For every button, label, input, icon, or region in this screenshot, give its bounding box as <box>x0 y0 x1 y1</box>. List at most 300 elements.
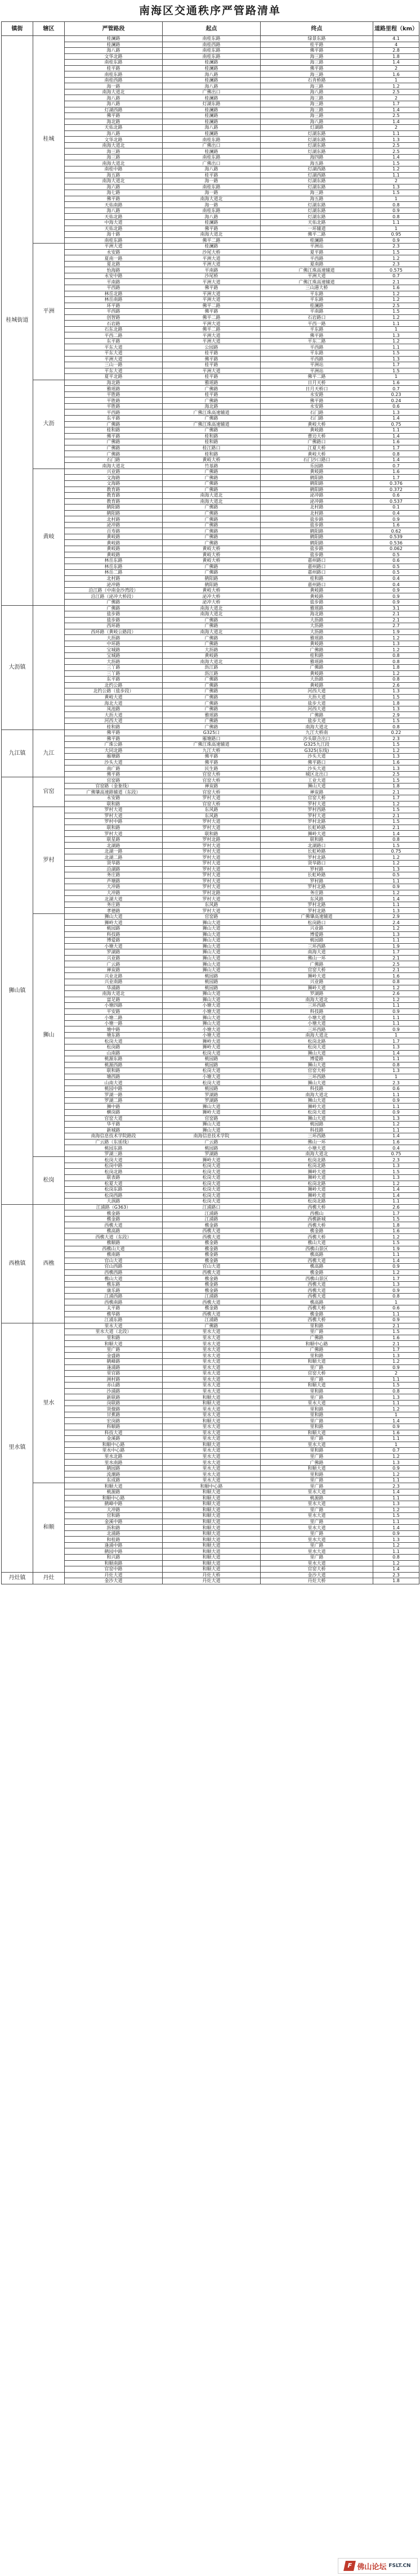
start-cell: 和顺大道 <box>163 1501 261 1507</box>
start-cell: 广佛路 <box>163 617 261 623</box>
length-cell: 1.3 <box>373 184 419 190</box>
end-cell: 北村路 <box>261 505 373 511</box>
start-cell: 黄岐大桥 <box>163 558 261 564</box>
end-cell: 里广路 <box>261 1418 373 1424</box>
length-cell: 1.1 <box>373 1495 419 1501</box>
start-cell: 江浦路口 <box>163 1204 261 1210</box>
end-cell: 盐步路 <box>261 599 373 605</box>
end-cell: 灯湖东路 <box>261 202 373 208</box>
end-cell: 狮岭大道 <box>261 973 373 979</box>
road-cell: 务庄路 <box>65 872 163 879</box>
length-cell: 0.75 <box>373 421 419 427</box>
end-cell: 松岗大道 <box>261 1109 373 1115</box>
header-end: 终点 <box>261 22 373 36</box>
road-cell: 贤僚路 <box>65 1406 163 1412</box>
length-cell: 1.9 <box>373 629 419 635</box>
table-row <box>2 1092 419 1098</box>
start-cell: 广佛路 <box>163 682 261 688</box>
start-cell: 广佛路 <box>163 635 261 641</box>
table-row <box>2 629 419 635</box>
end-cell: 广佛路口 <box>261 439 373 445</box>
road-cell: 贤华路 <box>65 861 163 867</box>
road-cell: 南海大道北 <box>65 991 163 997</box>
end-cell: 博爱路 <box>261 931 373 938</box>
length-cell: 0.9 <box>373 1097 419 1104</box>
length-cell: 0.6 <box>373 558 419 564</box>
area-cell: 丹灶 <box>33 1572 65 1584</box>
table-row <box>2 380 419 386</box>
end-cell: 里广路 <box>261 1453 373 1460</box>
road-cell: 东成路 <box>65 1477 163 1483</box>
start-cell: 桂平路 <box>163 374 261 380</box>
start-cell: 里水大道 <box>163 1364 261 1371</box>
end-cell: 里水大道 <box>261 1489 373 1495</box>
start-cell: 松岗大道 <box>163 1187 261 1193</box>
end-cell: 黄岐路 <box>261 682 373 688</box>
length-cell: 1.6 <box>373 973 419 979</box>
table-row <box>2 973 419 979</box>
road-cell: 山南大道 <box>65 1080 163 1086</box>
end-cell: 樵金路 <box>261 1269 373 1276</box>
length-cell: 4 <box>373 42 419 48</box>
length-cell: 2.3 <box>373 1157 419 1163</box>
end-cell: 松岗路口 <box>261 920 373 926</box>
end-cell: 灯湖路 <box>261 125 373 131</box>
start-cell: 里水大道 <box>163 1346 261 1353</box>
length-cell: 0.8 <box>373 979 419 985</box>
start-cell: 狮山大道 <box>163 943 261 949</box>
table-row <box>2 967 419 973</box>
length-cell: 1.4 <box>373 457 419 463</box>
road-cell: 南广路 <box>65 765 163 772</box>
length-cell: 1.2 <box>373 801 419 807</box>
end-cell: 平西路 <box>261 356 373 362</box>
watermark-text: 佛山论坛 <box>357 2563 387 2572</box>
start-cell: 里水大道 <box>163 1406 261 1412</box>
start-cell: 官窑大桥 <box>163 771 261 777</box>
length-cell: 1.3 <box>373 409 419 416</box>
start-cell: 南桂东路 <box>163 53 261 60</box>
start-cell: 桂平路 <box>163 350 261 356</box>
length-cell: 2 <box>373 65 419 71</box>
length-cell: 1.2 <box>373 166 419 173</box>
table-row <box>2 285 419 291</box>
road-cell: 林岳南路 <box>65 297 163 303</box>
start-cell: 平洲大道 <box>163 297 261 303</box>
road-cell: 平洲大道 <box>65 244 163 250</box>
start-cell: 海北路 <box>163 403 261 409</box>
length-cell: 1.3 <box>373 1068 419 1074</box>
length-cell: 1.6 <box>373 1335 419 1341</box>
end-cell: 松岗北路 <box>261 1038 373 1044</box>
length-cell: 0.6 <box>373 1305 419 1312</box>
length-cell: 0.9 <box>373 593 419 600</box>
end-cell: 里水大道 <box>261 1537 373 1543</box>
road-cell: 华平路 <box>65 1122 163 1128</box>
start-cell: 广佛路 <box>163 475 261 481</box>
area-cell: 狮山 <box>33 913 65 1156</box>
road-cell: 泌冲路 <box>65 522 163 528</box>
start-cell: 樵金路 <box>163 1281 261 1287</box>
table-row <box>2 184 419 190</box>
road-cell: 官窑中路 <box>65 1566 163 1573</box>
end-cell: 三环西路 <box>261 1074 373 1080</box>
start-cell: 平洲大道 <box>163 368 261 374</box>
start-cell: 里水大道 <box>163 1460 261 1466</box>
town-cell: 桂城街道 <box>2 36 33 606</box>
table-row <box>2 1199 419 1205</box>
road-cell: 塘东路 <box>65 1032 163 1038</box>
end-cell: 夏南路 <box>261 261 373 267</box>
start-cell: 官窑大桥 <box>163 789 261 795</box>
road-cell: 富足路 <box>65 997 163 1003</box>
end-cell: 里广路 <box>261 1329 373 1335</box>
length-cell: 1.5 <box>373 777 419 783</box>
road-cell: 黄岐大道 <box>65 694 163 700</box>
area-cell: 桂城 <box>33 36 65 244</box>
start-cell: 黄岐大桥 <box>163 552 261 558</box>
end-cell: 嘉州路口 <box>261 582 373 588</box>
table-row <box>2 1501 419 1507</box>
table-row <box>2 943 419 949</box>
length-cell: 1.3 <box>373 1501 419 1507</box>
length-cell: 1.7 <box>373 445 419 451</box>
length-cell: 0.9 <box>373 1287 419 1294</box>
road-cell: 北村路 <box>65 516 163 523</box>
road-cell: 南桂东路 <box>65 60 163 66</box>
header-area: 辖区 <box>33 22 65 36</box>
road-cell: 海北路 <box>65 119 163 125</box>
road-cell: 和顺大道 <box>65 1341 163 1347</box>
table-row <box>2 1181 419 1187</box>
road-cell: 大涡路 <box>65 1199 163 1205</box>
length-cell: 4.1 <box>373 36 419 42</box>
length-cell: 1 <box>373 1032 419 1038</box>
road-cell: 兴业北路 <box>65 973 163 979</box>
length-cell: 1.5 <box>373 1216 419 1222</box>
road-cell: 天佑北路 <box>65 125 163 131</box>
road-cell: 樵金路 <box>65 1216 163 1222</box>
length-cell: 0.7 <box>373 463 419 469</box>
length-cell: 1.1 <box>373 1477 419 1483</box>
start-cell: 江浦路 <box>163 1216 261 1222</box>
length-cell: 0.75 <box>373 848 419 854</box>
end-cell: 佛平路 <box>261 65 373 71</box>
road-cell: 大冲路 <box>65 1507 163 1513</box>
road-cell: 桂和路 <box>65 724 163 730</box>
length-cell: 0.575 <box>373 267 419 273</box>
table-row <box>2 1537 419 1543</box>
table-row <box>2 540 419 546</box>
road-cell: 平西路 <box>65 309 163 315</box>
start-cell: 黄岐大桥 <box>163 546 261 552</box>
end-cell: 佛平路口 <box>261 759 373 765</box>
length-cell: 2.7 <box>373 623 419 629</box>
table-row <box>2 332 419 339</box>
road-cell: 文华北路 <box>65 137 163 143</box>
length-cell: 1.5 <box>373 160 419 166</box>
table-row <box>2 1353 419 1359</box>
end-cell: 广佛江珠高速辅道 <box>261 267 373 273</box>
end-cell: 罗湖路 <box>261 991 373 997</box>
end-cell: 黄岐大桥 <box>261 451 373 457</box>
length-cell: 0.539 <box>373 534 419 540</box>
start-cell: 东风路 <box>163 807 261 813</box>
table-row <box>2 391 419 398</box>
start-cell: 丹灶大桥 <box>163 1572 261 1578</box>
area-cell: 九江 <box>33 729 65 777</box>
start-cell: 广佛路 <box>163 505 261 511</box>
table-row <box>2 1044 419 1050</box>
table-row <box>2 652 419 659</box>
table-row <box>2 326 419 332</box>
start-cell: 广佛出口 <box>163 142 261 148</box>
end-cell: 雅瑶路 <box>261 605 373 611</box>
table-row <box>2 451 419 457</box>
start-cell: 狮岭大道 <box>163 1044 261 1050</box>
road-cell: 里水中心路 <box>65 1448 163 1454</box>
end-cell: G325(东线) <box>261 747 373 754</box>
end-cell: 桂平路 <box>261 42 373 48</box>
table-row <box>2 623 419 629</box>
start-cell: 桃园路 <box>163 1062 261 1068</box>
road-cell: 罗村大道 <box>65 831 163 837</box>
table-row <box>2 1038 419 1044</box>
start-cell: 里水大道 <box>163 1329 261 1335</box>
road-cell: 西樵山大道 <box>65 1246 163 1252</box>
road-cell: 海十路 <box>65 232 163 238</box>
start-cell: 松岗大道 <box>163 1169 261 1175</box>
start-cell: 大沥路 <box>163 647 261 653</box>
length-cell: 1.1 <box>373 321 419 327</box>
table-row <box>2 582 419 588</box>
length-cell: 1.3 <box>373 1460 419 1466</box>
start-cell: 里水大道 <box>163 1424 261 1430</box>
road-cell: 平胜路 <box>65 398 163 404</box>
length-cell: 0.536 <box>373 540 419 546</box>
road-cell: 鹤阳路 <box>65 510 163 516</box>
end-cell: 海三路 <box>261 95 373 101</box>
length-cell: 1.3 <box>373 765 419 772</box>
table-row <box>2 1097 419 1104</box>
road-cell: 中海大道 <box>65 219 163 226</box>
end-cell: 罗村北路 <box>261 884 373 890</box>
table-row <box>2 754 419 760</box>
start-cell: 沙尾桥 <box>163 273 261 279</box>
start-cell: 罗村大道 <box>163 795 261 801</box>
table-row <box>2 1216 419 1222</box>
length-cell: 1.2 <box>373 1471 419 1478</box>
table-row <box>2 1436 419 1442</box>
end-cell: 鹤阳路 <box>261 540 373 546</box>
table-row <box>2 617 419 623</box>
road-cell: 广佛路 <box>65 445 163 451</box>
table-row <box>2 1074 419 1080</box>
table-row <box>2 558 419 564</box>
table-row <box>2 71 419 78</box>
length-cell: 2.5 <box>373 113 419 119</box>
table-row <box>2 1127 419 1133</box>
road-cell: 沙头大道 <box>65 759 163 765</box>
table-row <box>2 700 419 706</box>
end-cell: 松岗北路 <box>261 1163 373 1169</box>
start-cell: 禅炭路 <box>163 783 261 789</box>
length-cell: 2.1 <box>373 617 419 623</box>
end-cell: 雅瑶路 <box>261 635 373 641</box>
end-cell: 灯湖东路 <box>261 214 373 220</box>
table-row <box>2 1572 419 1578</box>
table-row <box>2 819 419 825</box>
start-cell: 东风路 <box>163 813 261 819</box>
road-cell: 科技大道 <box>65 1430 163 1436</box>
road-cell: 松岗大道 <box>65 1038 163 1044</box>
start-cell: 桂平路 <box>163 391 261 398</box>
end-cell: 石门沙口路口 <box>261 457 373 463</box>
length-cell: 1.4 <box>373 1489 419 1495</box>
road-cell: 林岳北路 <box>65 291 163 297</box>
start-cell: 小塘大道 <box>163 1008 261 1015</box>
length-cell: 1.2 <box>373 890 419 896</box>
length-cell: 1.2 <box>373 338 419 344</box>
start-cell: 罗湖路 <box>163 1151 261 1157</box>
forum-watermark <box>338 2558 418 2574</box>
table-row <box>2 1376 419 1382</box>
table-row <box>2 949 419 956</box>
end-cell: 狮岭大道 <box>261 1169 373 1175</box>
start-cell: 里水大道 <box>163 1353 261 1359</box>
road-cell: 灯湖西路 <box>65 107 163 113</box>
road-cell: 联表路 <box>65 1175 163 1181</box>
road-cell: 石东北路 <box>65 326 163 332</box>
table-row <box>2 534 419 540</box>
start-cell: 桂澜路 <box>163 95 261 101</box>
length-cell: 2.8 <box>373 48 419 54</box>
length-cell: 0.8 <box>373 451 419 457</box>
end-cell: 南海大道北 <box>261 1151 373 1157</box>
end-cell: 石岩路口 <box>261 314 373 321</box>
table-row <box>2 1175 419 1181</box>
table-row <box>2 314 419 321</box>
road-cell: 石岩路 <box>65 321 163 327</box>
start-cell: 西樵大道 <box>163 1311 261 1317</box>
road-cell: 小塘大道 <box>65 943 163 949</box>
area-cell: 里水 <box>33 1323 65 1483</box>
start-cell: 桂澜路 <box>163 107 261 113</box>
length-cell: 1.5 <box>373 309 419 315</box>
end-cell: 和顺大道 <box>261 1382 373 1389</box>
start-cell: 广佛出口 <box>163 89 261 95</box>
start-cell: 和顺中心路 <box>163 1483 261 1489</box>
end-cell: 松岗北路 <box>261 1157 373 1163</box>
start-cell: 和顺大道 <box>163 1537 261 1543</box>
road-cell: 官窑路（金象线） <box>65 783 163 789</box>
table-row <box>2 1329 419 1335</box>
start-cell: 桂和路 <box>163 439 261 445</box>
header-town: 镇街 <box>2 22 33 36</box>
road-cell: 文华北路 <box>65 53 163 60</box>
end-cell: 里广路 <box>261 1542 373 1548</box>
length-cell: 1.2 <box>373 255 419 262</box>
start-cell: 广佛路 <box>163 398 261 404</box>
end-cell: 黄岐路 <box>261 641 373 647</box>
road-cell: 沥和路 <box>65 1525 163 1531</box>
table-row <box>2 1317 419 1323</box>
road-cell: 佛平路 <box>65 433 163 439</box>
road-cell: 西樵大道 <box>65 1222 163 1228</box>
end-cell: 海三路 <box>261 101 373 107</box>
road-cell: 怡海路 <box>65 267 163 273</box>
start-cell: 和顺大道 <box>163 1495 261 1501</box>
end-cell: 樵山大道 <box>261 1240 373 1246</box>
road-cell: 东平路 <box>65 338 163 344</box>
road-cell: 禅炭路 <box>65 967 163 973</box>
end-cell: 黄岐路 <box>261 427 373 434</box>
start-cell: 樵金路 <box>163 1240 261 1246</box>
road-cell: 罗湖二路 <box>65 1097 163 1104</box>
end-cell: 石门路 <box>261 416 373 422</box>
start-cell: 桃园路 <box>163 1056 261 1062</box>
road-cell: 教育路 <box>65 493 163 499</box>
table-row <box>2 1388 419 1394</box>
road-cell: 松岗中路 <box>65 1163 163 1169</box>
start-cell: 里水大道 <box>163 1412 261 1418</box>
length-cell: 2 <box>373 125 419 131</box>
end-cell: 狮山大道 <box>261 1097 373 1104</box>
start-cell: 广佛路 <box>163 724 261 730</box>
start-cell: 里水大道 <box>163 1376 261 1382</box>
length-cell: 1.7 <box>373 949 419 956</box>
length-cell: 1.4 <box>373 107 419 113</box>
table-row <box>2 344 419 350</box>
length-cell: 1.5 <box>373 249 419 255</box>
length-cell: 2.1 <box>373 1323 419 1329</box>
start-cell: 鹤阳路 <box>163 582 261 588</box>
end-cell: 罗村北路 <box>261 819 373 825</box>
table-row <box>2 202 419 208</box>
start-cell: 罗村大道 <box>163 861 261 867</box>
end-cell: 官窑大桥 <box>261 967 373 973</box>
end-cell: 大沥路 <box>261 623 373 629</box>
length-cell: 1.4 <box>373 831 419 837</box>
start-cell: 里水大道 <box>163 1465 261 1471</box>
table-row <box>2 160 419 166</box>
length-cell: 1.1 <box>373 1252 419 1258</box>
start-cell: 桂江路口 <box>163 445 261 451</box>
end-cell: 黄岐路 <box>261 593 373 600</box>
length-cell: 0.8 <box>373 836 419 843</box>
table-row <box>2 1412 419 1418</box>
road-cell: 海三路 <box>65 148 163 155</box>
table-row <box>2 1507 419 1513</box>
table-row <box>2 297 419 303</box>
length-cell: 1.4 <box>373 1050 419 1056</box>
length-cell: 2.5 <box>373 303 419 309</box>
start-cell: 广佛路 <box>163 700 261 706</box>
road-cell: 松岗东路 <box>65 1187 163 1193</box>
road-cell: 黄岐路 <box>65 540 163 546</box>
road-cell: 山南路 <box>65 1050 163 1056</box>
start-cell: 桃园路 <box>163 979 261 985</box>
start-cell: 南海大道北 <box>163 605 261 611</box>
table-row <box>2 350 419 356</box>
end-cell: 长虹岭路 <box>261 872 373 879</box>
table-row <box>2 1122 419 1128</box>
length-cell: 1.5 <box>373 1169 419 1175</box>
end-cell: 里广路 <box>261 1507 373 1513</box>
length-cell: 1.6 <box>373 1430 419 1436</box>
length-cell: 1.2 <box>373 854 419 861</box>
end-cell: 盐步路 <box>261 546 373 552</box>
